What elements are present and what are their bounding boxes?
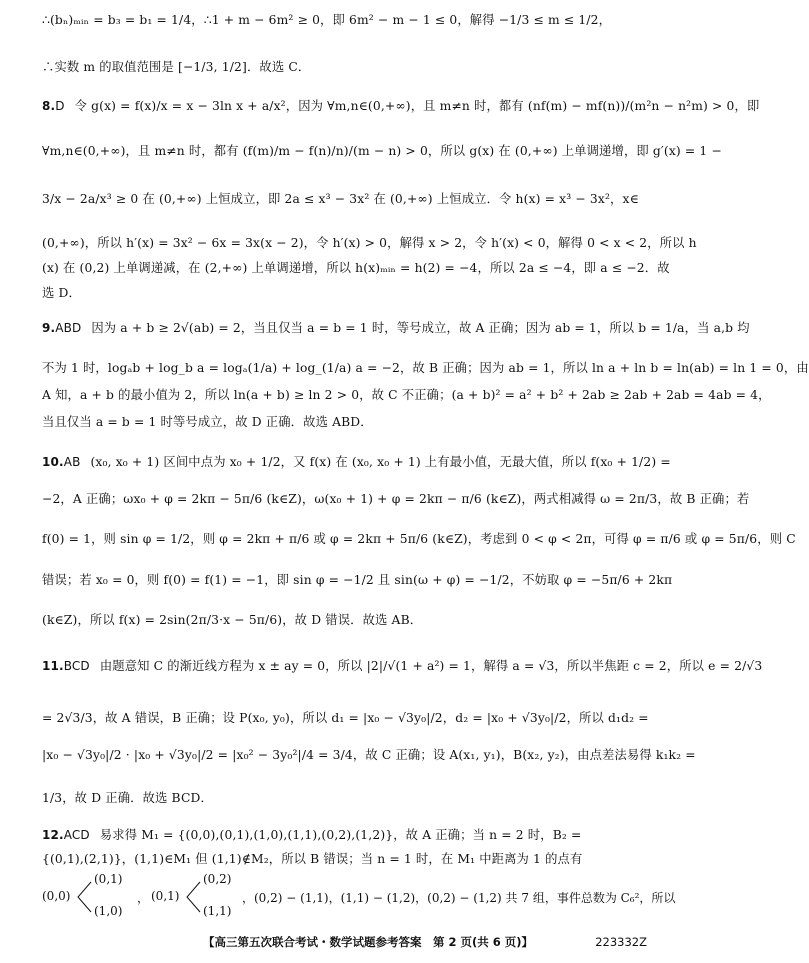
- footer-code: 223332Z: [595, 935, 647, 949]
- q9-line: [42, 320, 750, 336]
- footer-title: 【高三第五次联合考试・数学试题参考答案 第 2 页(共 6 页)】: [203, 935, 534, 949]
- text-line: 选 D．: [42, 286, 81, 300]
- q11-line: [42, 658, 763, 674]
- answer-choice: D: [55, 99, 65, 113]
- q8-line: [42, 98, 760, 114]
- text-line: 令 g(x) = f(x)/x = x − 3ln x + a/x²，因为 ∀m,n∈(0,+∞)，且 m≠n 时，都有 (nf(m) − mf(n))/(m²n − n²m) > 0，即: [74, 99, 760, 113]
- text-line: = 2√3/3，故 A 错误，B 正确；设 P(x₀, y₀)，所以 d₁ = |x₀ − √3y₀|/2，d₂ = |x₀ + √3y₀|/2，所以 d₁d₂ =: [42, 711, 649, 725]
- text-line: (k∈Z)，所以 f(x) = 2sin(2π/3·x − 5π/6)，故 D 错误．故选 AB．: [42, 613, 423, 627]
- text-line: |x₀ − √3y₀|/2 · |x₀ + √3y₀|/2 = |x₀² − 3y₀²|/4 = 3/4，故 C 正确；设 A(x₁, y₁)，B(x₂, y₂)，由点差法易得 k₁k₂ =: [42, 748, 696, 762]
- answer-choice: AB: [63, 455, 81, 469]
- branch-leaf: (0,1): [94, 872, 123, 886]
- text-line: ∴(bₙ)ₘᵢₙ = b₃ = b₁ = 1/4，∴1 + m − 6m² ≥ 0，即 6m² − m − 1 ≤ 0，解得 −1/3 ≤ m ≤ 1/2，: [42, 13, 612, 27]
- text-line: 因为 a + b ≥ 2√(ab) = 2，当且仅当 a = b = 1 时，等号成立，故 A 正确；因为 ab = 1，所以 b = 1/a，当 a,b 均: [91, 321, 750, 335]
- text-line: 由题意知 C 的渐近线方程为 x ± ay = 0，所以 |2|/√(1 + a²) = 1，解得 a = √3，所以半焦距 c = 2，所以 e = 2/√3: [99, 659, 763, 673]
- text-line: {(0,1),(2,1)}，(1,1)∈M₁ 但 (1,1)∉M₂，所以 B 错误；当 n = 1 时，在 M₁ 中距离为 1 的点有: [42, 852, 583, 866]
- branch-root: (0,1): [151, 889, 180, 903]
- question-number: 11.: [42, 659, 64, 673]
- answer-choice: BCD: [63, 659, 90, 673]
- text-line: 错误；若 x₀ = 0，则 f(0) = f(1) = −1，即 sin φ = −1/2 且 sin(ω + φ) = −1/2，不妨取 φ = −5π/6 + 2kπ: [42, 573, 673, 587]
- text-line: A 知，a + b 的最小值为 2，所以 ln(a + b) ≥ ln 2 > 0，故 C 不正确；(a + b)² = a² + b² + 2ab ≥ 2ab + 2ab = 4ab = 4，: [42, 388, 771, 402]
- q12-line: [42, 827, 654, 843]
- text-line: (0,+∞)，所以 h′(x) = 3x² − 6x = 3x(x − 2)，令 h′(x) > 0，解得 x > 2，令 h′(x) < 0，解得 0 < x < 2，所以 h: [42, 236, 697, 250]
- answer-choice: ACD: [63, 828, 90, 842]
- text-line: 当且仅当 a = b = 1 时等号成立，故 D 正确．故选 ABD．: [42, 415, 373, 429]
- text-line: (x₀, x₀ + 1) 区间中点为 x₀ + 1/2，又 f(x) 在 (x₀, x₀ + 1) 上有最小值，无最大值，所以 f(x₀ + 1/2) =: [90, 455, 671, 469]
- branch-leaf: (0,2): [203, 872, 232, 886]
- text-line: (x) 在 (0,2) 上单调递减，在 (2,+∞) 上单调递增，所以 h(x)ₘᵢₙ = h(2) = −4，所以 2a ≤ −4，即 a ≤ −2．故: [42, 261, 670, 275]
- text-line: ，(0,2) − (1,1)，(1,1) − (1,2)，(0,2) − (1,2) 共 7 组，事件总数为 C₆²，所以: [242, 891, 676, 905]
- pair-branch-diagram: (0,0) (0,1) (1,0) ， (0,1) (0,2) (1,1) ，(0,2) − (1,1)，(1,1) − (1,2)，(0,2) − (1,2) 共 7 组，事件总数为 C₆²，所以: [42, 872, 676, 918]
- question-number: 9.: [42, 321, 56, 335]
- text-line: 不为 1 时，logₐb + log_b a = logₐ(1/a) + log_(1/a) a = −2，故 B 正确；因为 ab = 1，所以 ln a + ln b = ln(ab) = ln 1 = 0，由: [42, 361, 809, 375]
- text-line: 3/x − 2a/x³ ≥ 0 在 (0,+∞) 上恒成立，即 2a ≤ x³ − 3x² 在 (0,+∞) 上恒成立．令 h(x) = x³ − 3x²，x∈: [42, 192, 639, 206]
- text-line: f(0) = 1，则 sin φ = 1/2，则 φ = 2kπ + π/6 或 φ = 2kπ + 5π/6 (k∈Z)，考虑到 0 < φ < 2π，可得 φ = π/6 或 φ = 5π/6，则 C: [42, 532, 796, 546]
- answer-choice: ABD: [55, 321, 82, 335]
- text-line: ∀m,n∈(0,+∞)，且 m≠n 时，都有 (f(m)/m − f(n)/n)/(m − n) > 0，所以 g(x) 在 (0,+∞) 上单调递增，即 g′(x) = 1 −: [42, 144, 722, 158]
- text-line: −2，A 正确；ωx₀ + φ = 2kπ − 5π/6 (k∈Z)，ω(x₀ + 1) + φ = 2kπ − π/6 (k∈Z)，两式相减得 ω = 2π/3，故 B 正确；若: [42, 492, 750, 506]
- question-number: 8.: [42, 99, 56, 113]
- question-number: 10.: [42, 455, 64, 469]
- branch-leaf: (1,1): [203, 904, 232, 918]
- question-number: 12.: [42, 828, 64, 842]
- branch-root: (0,0): [42, 889, 71, 903]
- branch-fork-icon: [185, 880, 201, 914]
- text-line: 易求得 M₁ = {(0,0),(0,1),(1,0),(1,1),(0,2),(1,2)}，故 A 正确；当 n = 2 时，B₂ =: [99, 828, 582, 842]
- text-line: ∴实数 m 的取值范围是 [−1/3, 1/2]．故选 C．: [42, 60, 311, 74]
- branch-fork-icon: [76, 880, 92, 914]
- text-line: 1/3，故 D 正确．故选 BCD．: [42, 791, 213, 805]
- branch-leaf: (1,0): [94, 904, 123, 918]
- q10-line: [42, 454, 671, 470]
